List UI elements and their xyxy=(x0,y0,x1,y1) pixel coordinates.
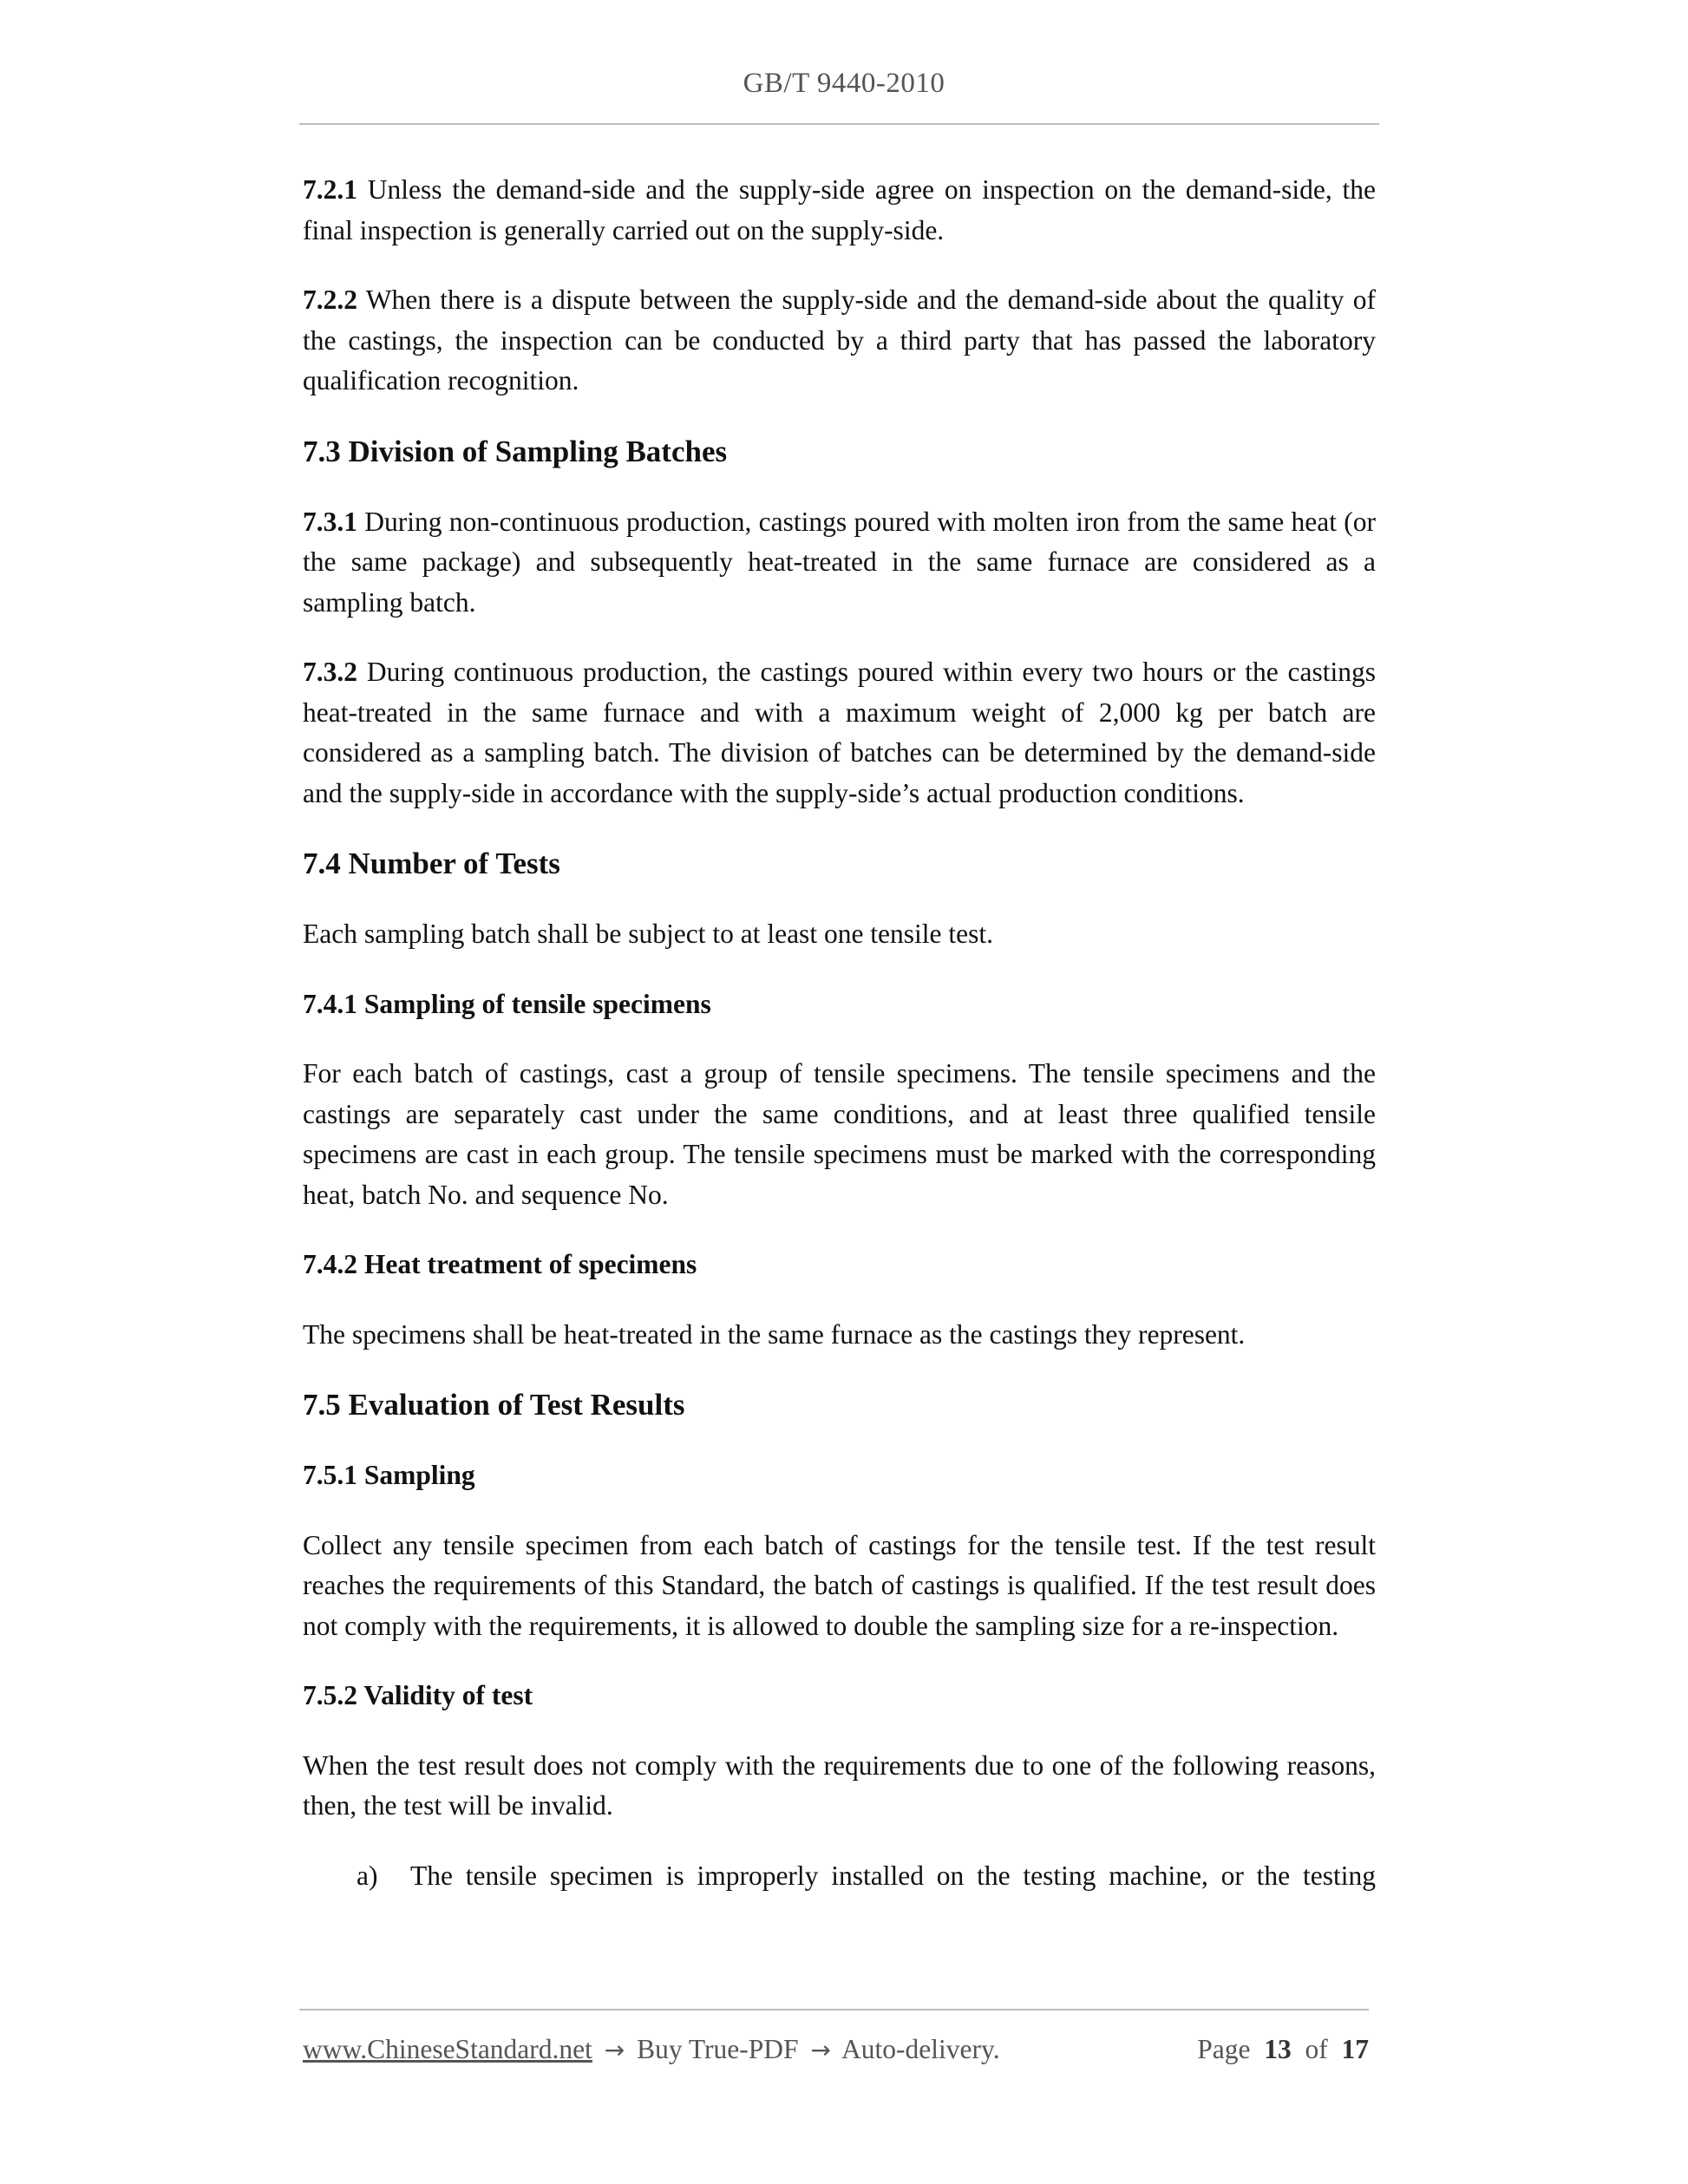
heading-7-5: 7.5 Evaluation of Test Results xyxy=(303,1388,685,1422)
heading-7-3: 7.3 Division of Sampling Batches xyxy=(303,434,728,468)
paragraph-7-4-2: The specimens shall be heat-treated in the same furnace as the castings they represent. xyxy=(303,1318,1246,1350)
paragraph-7-4: Each sampling batch shall be subject to at least one tensile test. xyxy=(303,919,994,949)
right-arrow-icon: → xyxy=(810,2036,831,2064)
auto-delivery-text: Auto-delivery. xyxy=(841,2034,1000,2064)
list-marker: a) xyxy=(357,1860,378,1891)
heading-7-4-1: 7.4.1 Sampling of tensile specimens xyxy=(303,988,711,1019)
clause-number: 7.3.1 xyxy=(303,506,357,537)
paragraph-7-5-1: Collect any tensile specimen from each batch of castings for the tensile test. If the test result reaches the requirements of this Standard, the batch of castings is qualified. If the test result does not comply with the requirements, it is allowed to double the sampling size for a re-inspection. xyxy=(303,1529,1376,1641)
page-content xyxy=(303,170,1376,1896)
buy-pdf-text: Buy True-PDF xyxy=(637,2034,799,2064)
current-page: 13 xyxy=(1264,2034,1292,2064)
right-arrow-icon: → xyxy=(604,2036,625,2064)
paragraph-7-2-2 xyxy=(303,280,1376,402)
clause-text: During continuous production, the castings poured within every two hours or the castings heat-treated in the same furnace and with a maximum weight of 2,000 kg per batch are considered as a sampling batch. The division of batches can be determined by the demand-side and the supply-side in accordance with the supply-side’s actual production conditions. xyxy=(303,657,1376,808)
clause-text: When there is a dispute between the supply-side and the demand-side about the quality of the castings, the inspection can be conducted by a third party that has passed the laboratory qualification recognition. xyxy=(303,284,1376,396)
paragraph-7-4-1: For each batch of castings, cast a group of tensile specimens. The tensile specimens and the castings are separately cast under the same conditions, and at least three qualified tensile specimens are cast in each group. The tensile specimens must be marked with the corresponding heat, batch No. and sequence No. xyxy=(303,1058,1376,1210)
clause-number: 7.3.2 xyxy=(303,657,357,687)
footer-divider xyxy=(299,2009,1369,2011)
of-label: of xyxy=(1305,2034,1328,2064)
paragraph-7-2-1 xyxy=(303,170,1376,251)
header-divider xyxy=(299,123,1379,125)
heading-7-4: 7.4 Number of Tests xyxy=(303,847,560,880)
page-number xyxy=(1197,2030,1369,2070)
heading-7-5-1: 7.5.1 Sampling xyxy=(303,1460,475,1490)
paragraph-7-3-2 xyxy=(303,652,1376,814)
paragraph-7-3-1 xyxy=(303,502,1376,624)
website-link[interactable]: www.ChineseStandard.net xyxy=(303,2034,592,2064)
clause-text: During non-continuous production, castings poured with molten iron from the same heat (or the same package) and subsequently heat-treated in the same furnace are considered as a sampling batch. xyxy=(303,506,1376,618)
total-pages: 17 xyxy=(1341,2034,1369,2064)
list-item-a xyxy=(303,1856,1376,1897)
header-standard-code: GB/T 9440-2010 xyxy=(743,68,945,99)
clause-number: 7.2.2 xyxy=(303,284,357,315)
paragraph-7-5-2: When the test result does not comply with the requirements due to one of the following reasons, then, the test will be invalid. xyxy=(303,1749,1376,1821)
clause-text: Unless the demand-side and the supply-side agree on inspection on the demand-side, the final inspection is generally carried out on the supply-side. xyxy=(303,174,1376,245)
clause-number: 7.2.1 xyxy=(303,174,357,205)
heading-7-4-2: 7.4.2 Heat treatment of specimens xyxy=(303,1249,697,1279)
list-item-text: The tensile specimen is improperly installed on the testing machine, or the testing xyxy=(410,1860,1376,1891)
page-label: Page xyxy=(1197,2034,1251,2064)
footer-promo xyxy=(303,2030,1000,2070)
heading-7-5-2: 7.5.2 Validity of test xyxy=(303,1680,533,1710)
